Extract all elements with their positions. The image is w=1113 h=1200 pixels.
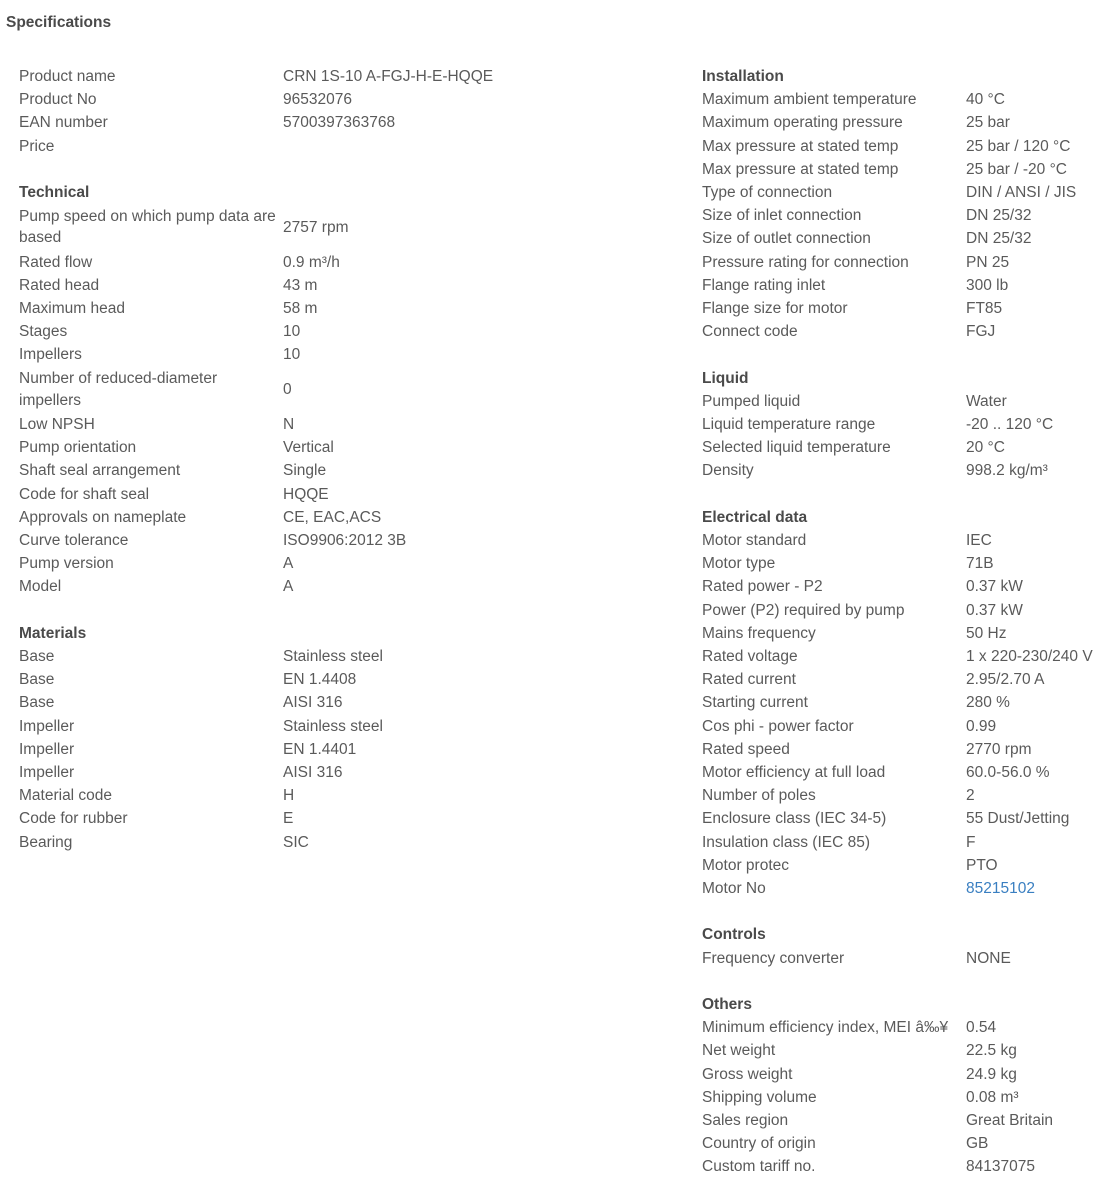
spec-label: Pump speed on which pump data are based [19, 207, 276, 247]
spec-label: Impeller [19, 740, 75, 758]
spec-value: Stainless steel [283, 717, 383, 735]
spec-label: Base [19, 671, 55, 689]
spec-value: 0 [283, 381, 292, 399]
spec-value: 2770 rpm [966, 740, 1032, 758]
spec-label: Motor standard [702, 531, 807, 549]
spec-row [19, 459, 679, 482]
spec-label: Connect code [702, 323, 798, 341]
general-section [19, 65, 679, 158]
spec-row [702, 738, 1112, 761]
spec-value: HQQE [283, 485, 329, 503]
spec-label: Curve tolerance [19, 532, 129, 549]
spec-label: Motor efficiency at full load [702, 764, 886, 782]
spec-row [702, 320, 1112, 343]
spec-label: Cos phi - power factor [702, 717, 854, 735]
spec-value: 2 [966, 787, 975, 805]
spec-label: Code for rubber [19, 810, 128, 828]
spec-row [702, 761, 1112, 784]
spec-label: Low NPSH [19, 415, 95, 433]
spec-value: 58 m [283, 299, 318, 317]
spec-label: Shaft seal arrangement [19, 462, 181, 480]
spec-value: Water [966, 392, 1007, 410]
spec-label: Impeller [19, 717, 75, 735]
technical-section [19, 181, 679, 599]
spec-label: Sales region [702, 1112, 789, 1129]
spec-value: 5700397363768 [283, 114, 396, 132]
spec-label: Rated power - P2 [702, 578, 823, 596]
spec-value: ISO9906:2012 3B [283, 532, 407, 549]
spec-label: Code for shaft seal [19, 485, 150, 503]
spec-value: EN 1.4408 [283, 671, 357, 689]
spec-value: 43 m [283, 276, 318, 294]
spec-label: Size of outlet connection [702, 230, 871, 248]
spec-label: Liquid temperature range [702, 416, 876, 433]
spec-label: Approvals on nameplate [19, 508, 187, 526]
spec-row [702, 251, 1112, 274]
spec-value: EN 1.4401 [283, 740, 357, 758]
section-heading-materials: Materials [19, 624, 87, 642]
spec-value: CRN 1S-10 A-FGJ-H-E-HQQE [283, 68, 494, 85]
spec-label: Rated head [19, 276, 100, 294]
spec-label: Net weight [702, 1042, 776, 1060]
spec-row [19, 111, 679, 134]
spec-value: Great Britain [966, 1112, 1054, 1129]
spec-value: DIN / ANSI / JIS [966, 184, 1077, 201]
spec-label: Maximum ambient temperature [702, 91, 917, 109]
spec-label: Price [19, 137, 55, 155]
spec-row [19, 738, 679, 761]
spec-label: Product name [19, 68, 116, 85]
spec-label: Shipping volume [702, 1088, 817, 1106]
electrical-section [702, 506, 1112, 900]
spec-label: Type of connection [702, 184, 833, 201]
spec-value: DN 25/32 [966, 230, 1032, 248]
spec-value: 22.5 kg [966, 1042, 1017, 1060]
spec-row [702, 1132, 1112, 1155]
spec-label: Pumped liquid [702, 392, 801, 410]
spec-value: 1 x 220-230/240 V [966, 648, 1093, 665]
section-heading-electrical: Electrical data [702, 508, 808, 526]
installation-section [702, 65, 1112, 343]
section-heading-installation: Installation [702, 68, 784, 85]
spec-label: Starting current [702, 694, 808, 712]
spec-label: Pressure rating for connection [702, 253, 909, 271]
spec-row [702, 204, 1112, 227]
spec-label: Insulation class (IEC 85) [702, 833, 870, 851]
spec-row [19, 645, 679, 668]
spec-value: E [283, 810, 294, 828]
spec-value: 2.95/2.70 A [966, 671, 1045, 689]
spec-label: Maximum head [19, 299, 125, 317]
spec-row [702, 111, 1112, 134]
spec-row [702, 436, 1112, 459]
spec-value: N [283, 415, 295, 433]
spec-row [702, 831, 1112, 854]
spec-value: PN 25 [966, 253, 1010, 271]
spec-value: 25 bar [966, 114, 1010, 132]
spec-row [19, 529, 679, 552]
spec-row [702, 274, 1112, 297]
spec-row [702, 413, 1112, 436]
spec-value: 24.9 kg [966, 1065, 1017, 1083]
spec-label: Size of inlet connection [702, 207, 862, 225]
spec-row [19, 343, 679, 366]
spec-label: Bearing [19, 833, 73, 851]
spec-row [702, 158, 1112, 181]
spec-row [702, 947, 1112, 970]
spec-label: Max pressure at stated temp [702, 160, 899, 178]
spec-row [19, 506, 679, 529]
spec-label: Rated flow [19, 253, 93, 271]
spec-value: 10 [283, 323, 301, 341]
spec-label: Number of poles [702, 787, 816, 805]
spec-value: 20 °C [966, 439, 1005, 457]
spec-row [702, 715, 1112, 738]
spec-row [19, 320, 679, 343]
spec-value: 2757 rpm [283, 218, 349, 236]
spec-label: Impellers [19, 346, 82, 364]
spec-label: Flange rating inlet [702, 276, 826, 294]
spec-value: Vertical [283, 439, 334, 457]
spec-row [19, 483, 679, 506]
spec-row [702, 135, 1112, 158]
spec-value: A [283, 578, 294, 596]
motor-no-link[interactable]: 85215102 [966, 880, 1035, 898]
spec-label: Stages [19, 323, 68, 341]
spec-row [19, 88, 679, 111]
spec-row [19, 436, 679, 459]
spec-row [19, 552, 679, 575]
spec-row [19, 668, 679, 691]
spec-value: PTO [966, 856, 998, 874]
spec-row [702, 575, 1112, 598]
spec-row [19, 251, 679, 274]
spec-row [702, 1109, 1112, 1132]
spec-label: Selected liquid temperature [702, 439, 891, 457]
spec-value: AISI 316 [283, 764, 343, 781]
spec-value: CE, EAC,ACS [283, 508, 382, 526]
spec-value: 280 % [966, 694, 1010, 712]
spec-label: Base [19, 694, 55, 712]
spec-row [19, 135, 679, 158]
spec-row [702, 1039, 1112, 1062]
spec-value: DN 25/32 [966, 207, 1032, 225]
spec-value: FT85 [966, 300, 1003, 318]
spec-value: 0.08 m³ [966, 1088, 1019, 1106]
spec-label: Custom tariff no. [702, 1158, 816, 1176]
spec-value: Stainless steel [283, 647, 383, 665]
spec-row [19, 761, 679, 784]
spec-label: Material code [19, 787, 113, 805]
spec-row [702, 297, 1112, 320]
spec-row [702, 854, 1112, 877]
spec-value: 71B [966, 555, 994, 573]
spec-label: Maximum operating pressure [702, 114, 903, 132]
spec-label: Country of origin [702, 1135, 816, 1153]
spec-value: 25 bar / -20 °C [966, 160, 1067, 178]
right-column [702, 65, 1112, 1179]
spec-row [702, 599, 1112, 622]
spec-row [702, 1086, 1112, 1109]
spec-label: Rated current [702, 671, 796, 689]
spec-label: Mains frequency [702, 624, 816, 642]
spec-value: 96532076 [283, 91, 352, 109]
spec-row [702, 668, 1112, 691]
spec-row [19, 575, 679, 598]
spec-label: Flange size for motor [702, 300, 848, 318]
spec-row [702, 181, 1112, 204]
liquid-section [702, 367, 1112, 483]
section-heading-liquid: Liquid [702, 369, 749, 387]
spec-value: 84137075 [966, 1158, 1035, 1176]
spec-row [19, 413, 679, 436]
spec-row [702, 529, 1112, 552]
spec-row [702, 88, 1112, 111]
spec-value: 0.37 kW [966, 578, 1023, 596]
spec-row [702, 1016, 1112, 1039]
spec-row [702, 622, 1112, 645]
spec-label: Frequency converter [702, 949, 845, 967]
spec-row [19, 715, 679, 738]
spec-label: Rated voltage [702, 648, 798, 665]
spec-label: Minimum efficiency index, MEI â‰¥ [702, 1019, 949, 1037]
spec-label: Model [19, 578, 62, 596]
spec-label: Rated speed [702, 740, 790, 758]
spec-label: Gross weight [702, 1065, 793, 1083]
spec-row [19, 274, 679, 297]
spec-value: 50 Hz [966, 624, 1007, 642]
spec-value: A [283, 555, 294, 573]
section-heading-technical: Technical [19, 184, 90, 201]
spec-row [702, 691, 1112, 714]
spec-row [702, 807, 1112, 830]
section-heading-others: Others [702, 996, 752, 1013]
spec-value: 0.54 [966, 1019, 997, 1037]
spec-value: 0.99 [966, 717, 997, 735]
spec-value: AISI 316 [283, 694, 343, 712]
spec-label: Pump version [19, 555, 114, 573]
spec-value: 40 °C [966, 91, 1005, 109]
spec-label: Density [702, 462, 754, 480]
spec-label: EAN number [19, 114, 108, 132]
spec-label: Enclosure class (IEC 34-5) [702, 810, 887, 828]
spec-row [19, 367, 679, 413]
spec-row [702, 390, 1112, 413]
materials-section [19, 622, 679, 854]
spec-value: F [966, 833, 976, 851]
spec-row [19, 831, 679, 854]
spec-value: NONE [966, 949, 1011, 967]
spec-value: GB [966, 1135, 989, 1153]
spec-value: 998.2 kg/m³ [966, 462, 1048, 480]
spec-value: H [283, 787, 295, 805]
spec-row [702, 459, 1112, 482]
spec-label: Power (P2) required by pump [702, 601, 905, 619]
spec-value: Single [283, 462, 327, 480]
spec-row [702, 227, 1112, 250]
spec-label: Max pressure at stated temp [702, 137, 899, 155]
controls-section [702, 923, 1112, 969]
spec-row [702, 1155, 1112, 1178]
spec-label: Motor No [702, 880, 766, 898]
spec-row [702, 784, 1112, 807]
page-title: Specifications [6, 14, 112, 31]
spec-row [19, 65, 679, 88]
spec-label: Motor protec [702, 856, 790, 874]
spec-value: 25 bar / 120 °C [966, 137, 1071, 155]
spec-value: 55 Dust/Jetting [966, 810, 1070, 828]
spec-row [702, 877, 1112, 900]
spec-value: 300 lb [966, 276, 1009, 294]
spec-label: Product No [19, 91, 97, 109]
spec-row [19, 807, 679, 830]
spec-value: -20 .. 120 °C [966, 416, 1054, 433]
spec-row [702, 645, 1112, 668]
spec-value: 60.0-56.0 % [966, 764, 1050, 782]
spec-row [702, 1063, 1112, 1086]
left-column [19, 65, 679, 854]
spec-label: Base [19, 647, 55, 665]
spec-label: Motor type [702, 555, 776, 573]
others-section [702, 993, 1112, 1179]
spec-label: Number of reduced-diameter impellers [19, 370, 218, 409]
spec-row [19, 784, 679, 807]
spec-value: 0.9 m³/h [283, 253, 340, 271]
spec-row [19, 691, 679, 714]
spec-row [19, 297, 679, 320]
spec-value: SIC [283, 833, 309, 851]
spec-value: IEC [966, 531, 992, 549]
spec-value: 10 [283, 346, 301, 364]
spec-label: Pump orientation [19, 439, 137, 457]
spec-value: FGJ [966, 323, 996, 341]
spec-row [19, 204, 679, 250]
section-heading-controls: Controls [702, 926, 766, 944]
spec-label: Impeller [19, 764, 75, 781]
spec-row [702, 552, 1112, 575]
spec-value: 0.37 kW [966, 601, 1023, 619]
